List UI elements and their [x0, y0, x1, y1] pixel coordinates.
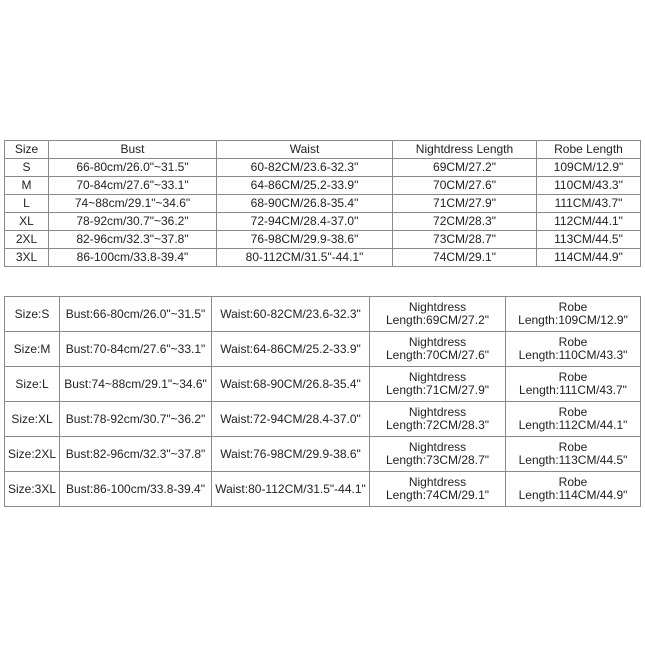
table-row: [5, 367, 641, 402]
bust-cell: Bust:66-80cm/26.0"~31.5": [60, 297, 212, 332]
robe-length-cell: Robe Length:113CM/44.5": [506, 437, 641, 472]
header-row: [5, 141, 641, 159]
robe-length-cell: Robe Length:112CM/44.1": [506, 402, 641, 437]
table-row: [5, 472, 641, 507]
size-cell: Size:S: [5, 297, 60, 332]
waist-cell: 68-90CM/26.8-35.4": [217, 195, 393, 213]
nightdress-length-cell: Nightdress Length:72CM/28.3": [370, 402, 506, 437]
size-cell: M: [5, 177, 49, 195]
waist-cell: Waist:60-82CM/23.6-32.3": [212, 297, 370, 332]
nightdress-length-cell: 73CM/28.7": [393, 231, 537, 249]
size-cell: Size:XL: [5, 402, 60, 437]
table-row: [5, 402, 641, 437]
waist-cell: Waist:68-90CM/26.8-35.4": [212, 367, 370, 402]
nightdress-length-cell: Nightdress Length:71CM/27.9": [370, 367, 506, 402]
table-row: [5, 231, 641, 249]
bust-cell: Bust:86-100cm/33.8-39.4": [60, 472, 212, 507]
table-row: [5, 195, 641, 213]
nightdress-length-cell: Nightdress Length:69CM/27.2": [370, 297, 506, 332]
bust-cell: 66-80cm/26.0"~31.5": [49, 159, 217, 177]
table-row: [5, 297, 641, 332]
nightdress-length-cell: Nightdress Length:70CM/27.6": [370, 332, 506, 367]
robe-length-cell: Robe Length:110CM/43.3": [506, 332, 641, 367]
robe-length-cell: Robe Length:111CM/43.7": [506, 367, 641, 402]
bust-cell: 78-92cm/30.7"~36.2": [49, 213, 217, 231]
bust-cell: Bust:74~88cm/29.1"~34.6": [60, 367, 212, 402]
robe-length-cell: 113CM/44.5": [537, 231, 641, 249]
nightdress-length-cell: 74CM/29.1": [393, 249, 537, 267]
header-bust: Bust: [49, 141, 217, 159]
bust-cell: Bust:82-96cm/32.3"~37.8": [60, 437, 212, 472]
robe-length-cell: Robe Length:114CM/44.9": [506, 472, 641, 507]
waist-cell: Waist:80-112CM/31.5"-44.1": [212, 472, 370, 507]
bust-cell: 86-100cm/33.8-39.4": [49, 249, 217, 267]
nightdress-length-cell: 70CM/27.6": [393, 177, 537, 195]
robe-length-cell: 112CM/44.1": [537, 213, 641, 231]
robe-length-cell: 109CM/12.9": [537, 159, 641, 177]
robe-length-cell: 114CM/44.9": [537, 249, 641, 267]
size-chart-table: [4, 140, 641, 267]
robe-length-cell: Robe Length:109CM/12.9": [506, 297, 641, 332]
bust-cell: 74~88cm/29.1"~34.6": [49, 195, 217, 213]
nightdress-length-cell: 69CM/27.2": [393, 159, 537, 177]
bust-cell: 82-96cm/32.3"~37.8": [49, 231, 217, 249]
bust-cell: Bust:78-92cm/30.7"~36.2": [60, 402, 212, 437]
waist-cell: 72-94CM/28.4-37.0": [217, 213, 393, 231]
bust-cell: 70-84cm/27.6"~33.1": [49, 177, 217, 195]
header-size: Size: [5, 141, 49, 159]
waist-cell: Waist:64-86CM/25.2-33.9": [212, 332, 370, 367]
table-row: [5, 213, 641, 231]
header-nightdress-length: Nightdress Length: [393, 141, 537, 159]
table-row: [5, 159, 641, 177]
waist-cell: 60-82CM/23.6-32.3": [217, 159, 393, 177]
size-cell: 3XL: [5, 249, 49, 267]
size-cell: 2XL: [5, 231, 49, 249]
waist-cell: 80-112CM/31.5"-44.1": [217, 249, 393, 267]
size-cell: Size:L: [5, 367, 60, 402]
table-row: [5, 249, 641, 267]
table-row: [5, 437, 641, 472]
waist-cell: Waist:72-94CM/28.4-37.0": [212, 402, 370, 437]
size-cell: Size:2XL: [5, 437, 60, 472]
header-waist: Waist: [217, 141, 393, 159]
nightdress-length-cell: Nightdress Length:74CM/29.1": [370, 472, 506, 507]
waist-cell: 76-98CM/29.9-38.6": [217, 231, 393, 249]
waist-cell: 64-86CM/25.2-33.9": [217, 177, 393, 195]
nightdress-length-cell: Nightdress Length:73CM/28.7": [370, 437, 506, 472]
robe-length-cell: 110CM/43.3": [537, 177, 641, 195]
table-row: [5, 332, 641, 367]
size-cell: S: [5, 159, 49, 177]
size-cell: L: [5, 195, 49, 213]
bust-cell: Bust:70-84cm/27.6"~33.1": [60, 332, 212, 367]
header-robe-length: Robe Length: [537, 141, 641, 159]
size-cell: Size:M: [5, 332, 60, 367]
size-cell: Size:3XL: [5, 472, 60, 507]
waist-cell: Waist:76-98CM/29.9-38.6": [212, 437, 370, 472]
size-detail-table: [4, 296, 641, 507]
table-row: [5, 177, 641, 195]
size-cell: XL: [5, 213, 49, 231]
robe-length-cell: 111CM/43.7": [537, 195, 641, 213]
nightdress-length-cell: 71CM/27.9": [393, 195, 537, 213]
nightdress-length-cell: 72CM/28.3": [393, 213, 537, 231]
